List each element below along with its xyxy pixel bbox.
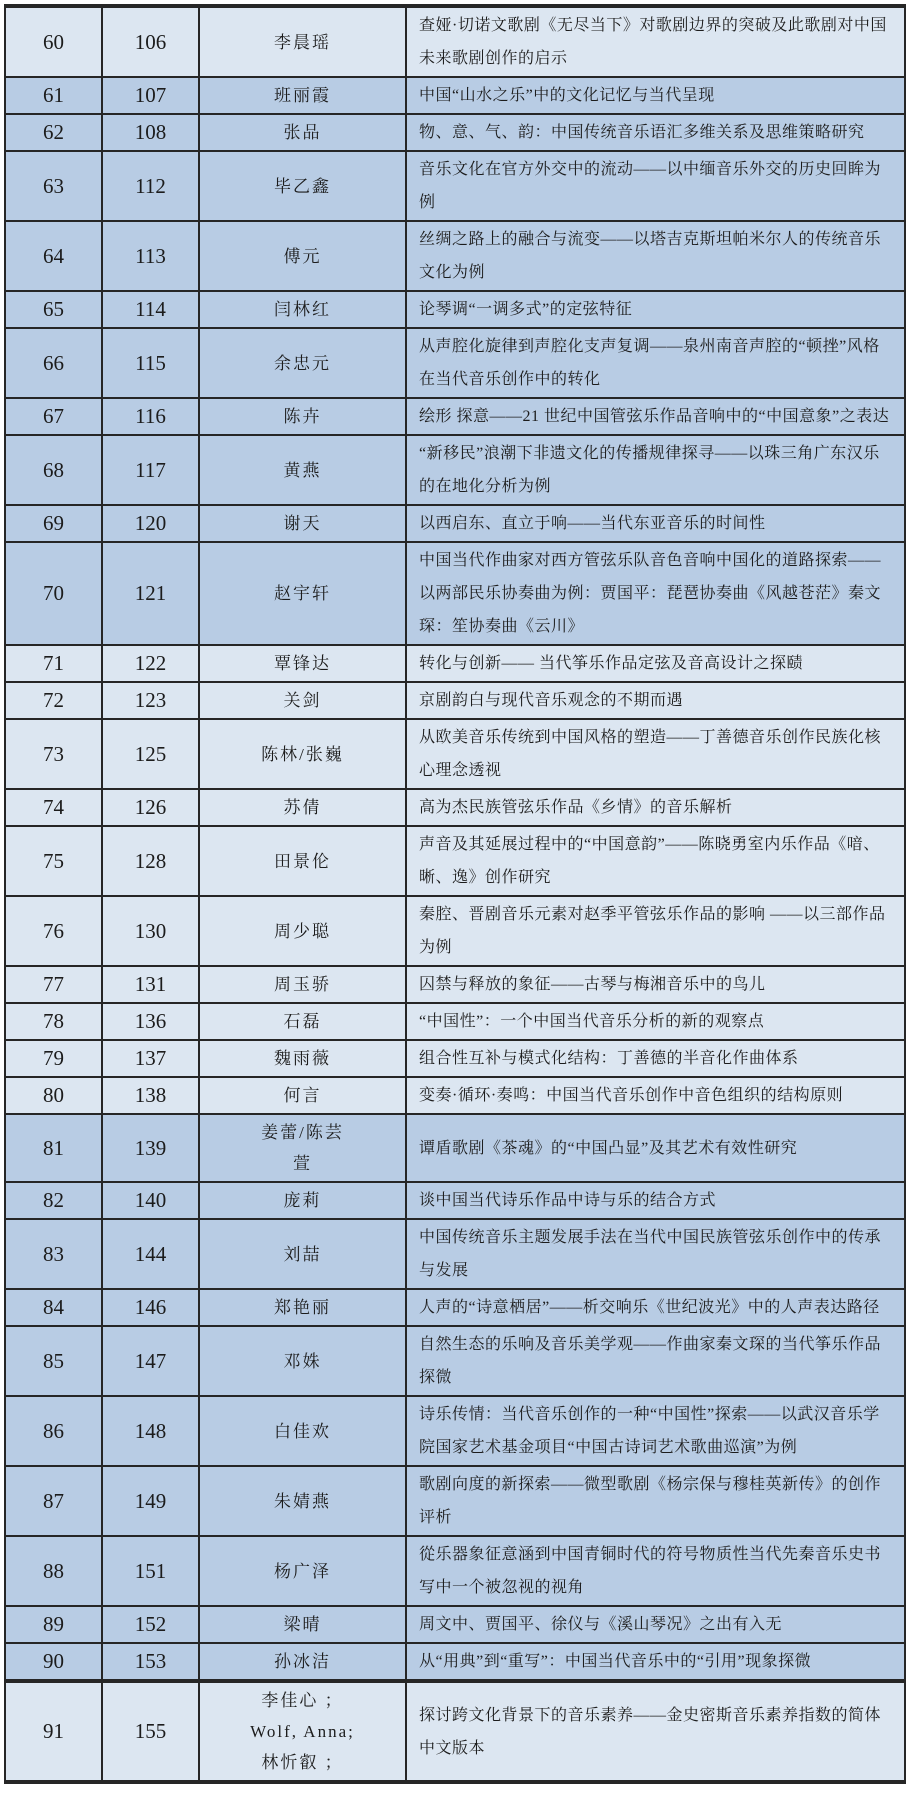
paper-title-cell: 探讨跨文化背景下的音乐素养——金史密斯音乐素养指数的简体中文版本 (406, 1681, 905, 1782)
paper-title-cell: 声音及其延展过程中的“中国意韵”——陈晓勇室内乐作品《喑、晰、逸》创作研究 (406, 826, 905, 896)
row-number-cell: 62 (5, 114, 102, 151)
authors-cell (199, 826, 406, 896)
authors-cell (199, 1466, 406, 1536)
author-line: 周少聪 (274, 921, 331, 941)
author-line: 何言 (283, 1086, 322, 1105)
author-line: 林忻叡 ； (261, 1753, 344, 1772)
paper-title-cell: 中国当代作曲家对西方管弦乐队音色音响中国化的道路探索——以两部民乐协奏曲为例：贾国平：琵琶协奏曲《风越苍茫》秦文琛：笙协奏曲《云川》 (406, 542, 905, 645)
table-row (5, 1114, 905, 1182)
table-row (5, 542, 905, 645)
paper-title-cell: 從乐器象征意涵到中国青铜时代的符号物质性当代先秦音乐史书写中一个被忽视的视角 (406, 1536, 905, 1606)
table-row (5, 896, 905, 966)
author-line: 周玉骄 (274, 975, 331, 994)
row-number-cell: 71 (5, 645, 102, 682)
paper-id-cell: 122 (102, 645, 199, 682)
author-line: 郑艳丽 (274, 1298, 331, 1317)
authors-cell (199, 1077, 406, 1114)
table-row (5, 151, 905, 221)
row-number-cell: 72 (5, 682, 102, 719)
row-number-cell: 66 (5, 328, 102, 398)
paper-id-cell: 106 (102, 6, 199, 77)
authors-cell (199, 1536, 406, 1606)
authors-cell (199, 6, 406, 77)
paper-title-cell: 囚禁与释放的象征——古琴与梅湘音乐中的鸟儿 (406, 966, 905, 1003)
authors-cell (199, 1182, 406, 1219)
row-number-cell: 75 (5, 826, 102, 896)
row-number-cell: 64 (5, 221, 102, 291)
authors-cell (199, 398, 406, 435)
author-line: 梁晴 (283, 1615, 322, 1634)
table-row (5, 1643, 905, 1681)
paper-id-cell: 130 (102, 896, 199, 966)
author-line: 张品 (283, 123, 322, 142)
row-number-cell: 67 (5, 398, 102, 435)
row-number-cell: 90 (5, 1643, 102, 1681)
table-row (5, 77, 905, 114)
row-number-cell: 65 (5, 291, 102, 328)
paper-id-cell: 120 (102, 505, 199, 542)
paper-id-cell: 139 (102, 1114, 199, 1182)
table-row (5, 291, 905, 328)
paper-title-cell: 以西启东、直立于响——当代东亚音乐的时间性 (406, 505, 905, 542)
paper-id-cell: 116 (102, 398, 199, 435)
author-line: 余忠元 (274, 353, 331, 373)
table-row (5, 826, 905, 896)
paper-title-cell: 周文中、贾国平、徐仪与《溪山琴况》之出有入无 (406, 1606, 905, 1643)
authors-cell (199, 1326, 406, 1396)
paper-title-cell: 人声的“诗意栖居”——析交响乐《世纪波光》中的人声表达路径 (406, 1289, 905, 1326)
table-row (5, 435, 905, 505)
table-row (5, 1289, 905, 1326)
paper-title-cell: 谭盾歌剧《茶魂》的“中国凸显”及其艺术有效性研究 (406, 1114, 905, 1182)
row-number-cell: 63 (5, 151, 102, 221)
paper-title-cell: 诗乐传情：当代音乐创作的一种“中国性”探索——以武汉音乐学院国家艺术基金项目“中国古诗词艺术歌曲巡演”为例 (406, 1396, 905, 1466)
row-number-cell: 70 (5, 542, 102, 645)
table-row (5, 645, 905, 682)
table-row (5, 6, 905, 77)
row-number-cell: 87 (5, 1466, 102, 1536)
row-number-cell: 69 (5, 505, 102, 542)
author-line: 刘喆 (283, 1244, 322, 1264)
paper-id-cell: 115 (102, 328, 199, 398)
row-number-cell: 61 (5, 77, 102, 114)
paper-id-cell: 144 (102, 1219, 199, 1289)
author-line: 萱 (293, 1154, 312, 1173)
authors-cell (199, 1643, 406, 1681)
paper-id-cell: 152 (102, 1606, 199, 1643)
table-row (5, 789, 905, 826)
authors-cell (199, 542, 406, 645)
row-number-cell: 79 (5, 1040, 102, 1077)
author-line: 赵宇轩 (274, 584, 331, 603)
paper-id-cell: 137 (102, 1040, 199, 1077)
row-number-cell: 78 (5, 1003, 102, 1040)
table-row (5, 682, 905, 719)
row-number-cell: 88 (5, 1536, 102, 1606)
paper-id-cell: 125 (102, 719, 199, 789)
row-number-cell: 85 (5, 1326, 102, 1396)
authors-cell (199, 789, 406, 826)
authors-cell (199, 966, 406, 1003)
paper-id-cell: 121 (102, 542, 199, 645)
paper-id-cell: 146 (102, 1289, 199, 1326)
table-row (5, 1077, 905, 1114)
paper-id-cell: 126 (102, 789, 199, 826)
paper-id-cell: 151 (102, 1536, 199, 1606)
authors-cell (199, 682, 406, 719)
table-row (5, 1536, 905, 1606)
table-row (5, 221, 905, 291)
table-row (5, 328, 905, 398)
paper-title-cell: “新移民”浪潮下非遗文化的传播规律探寻——以珠三角广东汉乐的在地化分析为例 (406, 435, 905, 505)
table-row (5, 505, 905, 542)
author-line: 傅元 (283, 246, 322, 266)
table-row (5, 1681, 905, 1782)
authors-cell (199, 645, 406, 682)
row-number-cell: 76 (5, 896, 102, 966)
paper-title-cell: 歌剧向度的新探索——微型歌剧《杨宗保与穆桂英新传》的创作评析 (406, 1466, 905, 1536)
author-line: 姜蕾/陈芸 (261, 1123, 344, 1142)
paper-title-cell: 绘形 探意——21 世纪中国管弦乐作品音响中的“中国意象”之表达 (406, 398, 905, 435)
paper-title-cell: 从“用典”到“重写”：中国当代音乐中的“引用”现象探微 (406, 1643, 905, 1681)
paper-id-cell: 114 (102, 291, 199, 328)
authors-cell (199, 151, 406, 221)
table-row (5, 1396, 905, 1466)
author-line: 关剑 (283, 691, 322, 710)
row-number-cell: 80 (5, 1077, 102, 1114)
table-row (5, 1326, 905, 1396)
paper-id-cell: 147 (102, 1326, 199, 1396)
paper-title-cell: 自然生态的乐响及音乐美学观——作曲家秦文琛的当代筝乐作品探微 (406, 1326, 905, 1396)
paper-id-cell: 113 (102, 221, 199, 291)
authors-cell (199, 435, 406, 505)
author-line: 班丽霞 (274, 86, 331, 105)
paper-title-cell: 查娅·切诺文歌剧《无尽当下》对歌剧边界的突破及此歌剧对中国未来歌剧创作的启示 (406, 6, 905, 77)
paper-id-cell: 112 (102, 151, 199, 221)
table-row (5, 114, 905, 151)
table-row (5, 1219, 905, 1289)
author-line: 陈林/张巍 (261, 744, 344, 764)
paper-id-cell: 149 (102, 1466, 199, 1536)
table-row (5, 1606, 905, 1643)
authors-cell (199, 505, 406, 542)
paper-id-cell: 148 (102, 1396, 199, 1466)
paper-id-cell: 108 (102, 114, 199, 151)
paper-title-cell: “中国性”：一个中国当代音乐分析的新的观察点 (406, 1003, 905, 1040)
paper-title-cell: 京剧韵白与现代音乐观念的不期而遇 (406, 682, 905, 719)
authors-cell (199, 221, 406, 291)
author-line: 白佳欢 (274, 1421, 331, 1441)
authors-cell (199, 328, 406, 398)
row-number-cell: 73 (5, 719, 102, 789)
author-line: 覃锋达 (274, 654, 331, 673)
paper-title-cell: 变奏·循环·奏鸣：中国当代音乐创作中音色组织的结构原则 (406, 1077, 905, 1114)
authors-cell (199, 1003, 406, 1040)
author-line: 魏雨薇 (274, 1049, 331, 1068)
table-row (5, 1466, 905, 1536)
author-line: 李晨瑶 (274, 32, 331, 52)
authors-cell (199, 896, 406, 966)
paper-id-cell: 136 (102, 1003, 199, 1040)
author-line: 黄燕 (283, 460, 322, 480)
row-number-cell: 91 (5, 1681, 102, 1782)
paper-id-cell: 140 (102, 1182, 199, 1219)
table-row (5, 1003, 905, 1040)
paper-title-cell: 转化与创新—— 当代筝乐作品定弦及音高设计之探赜 (406, 645, 905, 682)
authors-cell (199, 1219, 406, 1289)
table-row (5, 966, 905, 1003)
paper-title-cell: 高为杰民族管弦乐作品《乡情》的音乐解析 (406, 789, 905, 826)
row-number-cell: 60 (5, 6, 102, 77)
paper-title-cell: 中国传统音乐主题发展手法在当代中国民族管弦乐创作中的传承与发展 (406, 1219, 905, 1289)
author-line: 苏倩 (283, 798, 322, 817)
row-number-cell: 89 (5, 1606, 102, 1643)
paper-id-cell: 153 (102, 1643, 199, 1681)
author-line: 李佳心 ； (261, 1691, 344, 1710)
table-row (5, 719, 905, 789)
paper-id-cell: 123 (102, 682, 199, 719)
author-line: 庞莉 (283, 1191, 322, 1210)
authors-cell (199, 114, 406, 151)
authors-cell (199, 1606, 406, 1643)
authors-cell (199, 1040, 406, 1077)
authors-cell (199, 1289, 406, 1326)
row-number-cell: 84 (5, 1289, 102, 1326)
papers-table (4, 4, 906, 1784)
paper-title-cell: 音乐文化在官方外交中的流动——以中缅音乐外交的历史回眸为例 (406, 151, 905, 221)
paper-id-cell: 128 (102, 826, 199, 896)
paper-title-cell: 从声腔化旋律到声腔化支声复调——泉州南音声腔的“顿挫”风格在当代音乐创作中的转化 (406, 328, 905, 398)
row-number-cell: 74 (5, 789, 102, 826)
author-line: 石磊 (283, 1012, 322, 1031)
author-line: 闫林红 (274, 300, 331, 319)
paper-title-cell: 谈中国当代诗乐作品中诗与乐的结合方式 (406, 1182, 905, 1219)
author-line: Wolf, Anna; (250, 1722, 355, 1741)
row-number-cell: 77 (5, 966, 102, 1003)
paper-title-cell: 中国“山水之乐”中的文化记忆与当代呈现 (406, 77, 905, 114)
paper-title-cell: 组合性互补与模式化结构：丁善德的半音化作曲体系 (406, 1040, 905, 1077)
table-row (5, 1040, 905, 1077)
row-number-cell: 86 (5, 1396, 102, 1466)
paper-title-cell: 丝绸之路上的融合与流变——以塔吉克斯坦帕米尔人的传统音乐文化为例 (406, 221, 905, 291)
authors-cell (199, 1681, 406, 1782)
author-line: 田景伦 (274, 851, 331, 871)
paper-id-cell: 155 (102, 1681, 199, 1782)
table-row (5, 398, 905, 435)
row-number-cell: 83 (5, 1219, 102, 1289)
row-number-cell: 81 (5, 1114, 102, 1182)
row-number-cell: 68 (5, 435, 102, 505)
authors-cell (199, 77, 406, 114)
author-line: 谢天 (283, 514, 322, 533)
paper-title-cell: 从欧美音乐传统到中国风格的塑造——丁善德音乐创作民族化核心理念透视 (406, 719, 905, 789)
author-line: 孙冰洁 (274, 1652, 331, 1671)
paper-id-cell: 117 (102, 435, 199, 505)
paper-title-cell: 秦腔、晋剧音乐元素对赵季平管弦乐作品的影响 ——以三部作品为例 (406, 896, 905, 966)
author-line: 陈卉 (283, 407, 322, 426)
paper-title-cell: 论琴调“一调多式”的定弦特征 (406, 291, 905, 328)
paper-id-cell: 138 (102, 1077, 199, 1114)
table-row (5, 1182, 905, 1219)
paper-id-cell: 107 (102, 77, 199, 114)
paper-title-cell: 物、意、气、韵：中国传统音乐语汇多维关系及思维策略研究 (406, 114, 905, 151)
author-line: 邓姝 (283, 1351, 322, 1371)
authors-cell (199, 1114, 406, 1182)
papers-table-body (5, 6, 905, 1782)
author-line: 朱婧燕 (274, 1491, 331, 1511)
author-line: 毕乙鑫 (274, 176, 331, 196)
authors-cell (199, 719, 406, 789)
authors-cell (199, 291, 406, 328)
row-number-cell: 82 (5, 1182, 102, 1219)
paper-id-cell: 131 (102, 966, 199, 1003)
author-line: 杨广泽 (274, 1561, 331, 1581)
authors-cell (199, 1396, 406, 1466)
